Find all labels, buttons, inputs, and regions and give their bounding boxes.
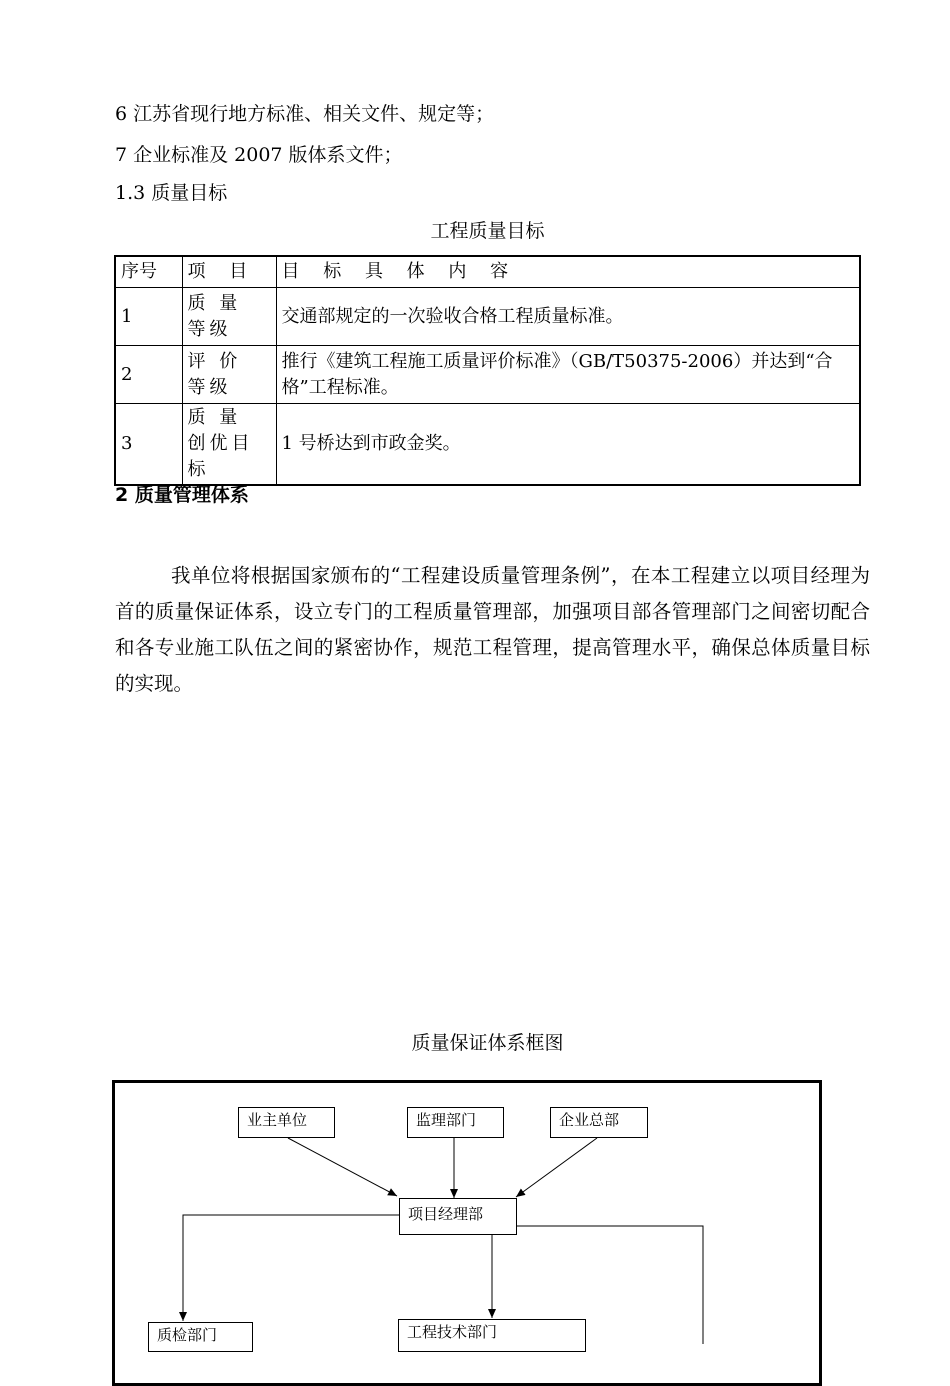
row-content: 推行《建筑工程施工质量评价标准》（GB/T50375-2006）并达到“合格”工程标准。 xyxy=(276,346,860,404)
row-content: 1 号桥达到市政金奖。 xyxy=(276,404,860,486)
arrow-hq-to-pm xyxy=(516,1138,597,1197)
header-cell-item: 项 目 xyxy=(182,256,276,288)
diagram-title: 质量保证体系框图 xyxy=(411,1032,564,1054)
node-engineering-tech-dept: 工程技术部门 xyxy=(398,1319,586,1352)
row-no: 2 xyxy=(115,346,182,404)
node-qc-dept: 质检部门 xyxy=(148,1322,253,1352)
section-heading-1-3: 1.3 质量目标 xyxy=(115,182,228,204)
regulation-item-6: 6 江苏省现行地方标准、相关文件、规定等； xyxy=(115,103,495,125)
row-item: 质 量 创优目标 xyxy=(182,404,276,486)
header-cell-content: 目 标 具 体 内 容 xyxy=(276,256,860,288)
node-supervision-dept: 监理部门 xyxy=(407,1107,504,1138)
row-no: 1 xyxy=(115,288,182,346)
arrow-pm-to-qc xyxy=(183,1215,400,1321)
node-company-hq: 企业总部 xyxy=(550,1107,648,1138)
row-no: 3 xyxy=(115,404,182,486)
node-project-manager-dept: 项目经理部 xyxy=(399,1198,517,1235)
row-item: 评 价 等级 xyxy=(182,346,276,404)
body-paragraph: 我单位将根据国家颁布的“工程建设质量管理条例”，在本工程建立以项目经理为首的质量保证体系，设立专门的工程质量管理部，加强项目部各管理部门之间密切配合和各专业施工队伍之间的紧密协作，规范工程管理，提高管理水平，确保总体质量目标的实现。 xyxy=(115,564,870,695)
row-item: 质 量 等级 xyxy=(182,288,276,346)
regulation-item-7: 7 企业标准及 2007 版体系文件； xyxy=(115,144,403,166)
header-cell-no: 序号 xyxy=(115,256,182,288)
section-heading-2: 2 质量管理体系 xyxy=(115,484,249,506)
row-content: 交通部规定的一次验收合格工程质量标准。 xyxy=(276,288,860,346)
arrow-owner-to-pm xyxy=(288,1138,397,1196)
table-caption: 工程质量目标 xyxy=(430,220,545,242)
node-owner-unit: 业主单位 xyxy=(238,1107,335,1138)
